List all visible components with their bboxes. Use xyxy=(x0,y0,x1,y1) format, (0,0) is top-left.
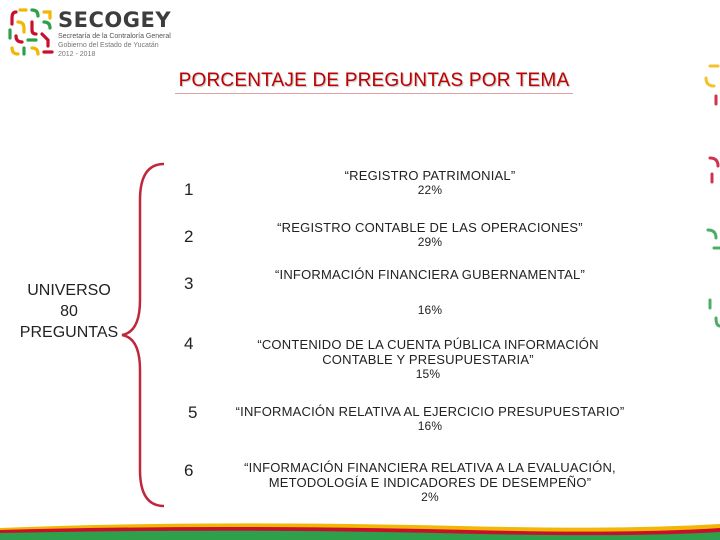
topic-6-percent: 2% xyxy=(421,490,439,504)
universo-label xyxy=(6,280,132,343)
topic-6 xyxy=(215,460,645,505)
universo-line1: UNIVERSO xyxy=(27,282,111,299)
topic-6-label: “INFORMACIÓN FINANCIERA RELATIVA A LA EVALUACIÓN, METODOLOGÍA E INDICADORES DE DESEMPEÑO” xyxy=(244,460,616,490)
topic-5-percent: 16% xyxy=(417,419,443,433)
topic-4-percent: 15% xyxy=(415,367,441,381)
bottom-color-bar xyxy=(0,514,720,540)
universo-line2: 80 xyxy=(60,303,78,320)
universo-line3: PREGUNTAS xyxy=(19,324,119,341)
topic-1-percent: 22% xyxy=(417,183,443,197)
topic-4-label: “CONTENIDO DE LA CUENTA PÚBLICA INFORMACIÓN CONTABLE Y PRESUPUESTARIA” xyxy=(257,337,599,367)
topic-5 xyxy=(205,404,655,434)
item-number-5: 5 xyxy=(188,403,198,422)
topic-4 xyxy=(228,337,628,382)
item-number-6: 6 xyxy=(184,461,194,480)
topic-3-label: “INFORMACIÓN FINANCIERA GUBERNAMENTAL” xyxy=(275,267,585,282)
decorative-pattern-icon xyxy=(680,60,720,350)
brand-line2: Gobierno del Estado de Yucatán xyxy=(58,42,159,49)
topic-2-percent: 29% xyxy=(417,235,443,249)
brand-years: 2012 - 2018 xyxy=(58,51,96,58)
brand-block xyxy=(58,8,171,59)
item-number-1: 1 xyxy=(184,180,194,199)
topic-2 xyxy=(205,220,655,250)
page-title xyxy=(0,70,720,92)
topic-3 xyxy=(205,267,655,282)
topic-1-label: “REGISTRO PATRIMONIAL” xyxy=(344,168,516,183)
topic-3-percent-row xyxy=(205,303,655,318)
brand-subtitle: Secretaría de la Contraloría General xyxy=(58,33,171,40)
topic-5-label: “INFORMACIÓN RELATIVA AL EJERCICIO PRESUPUESTARIO” xyxy=(235,404,625,419)
topic-1 xyxy=(205,168,655,198)
item-number-4: 4 xyxy=(184,334,194,353)
curly-brace-icon xyxy=(118,160,168,510)
item-number-3: 3 xyxy=(184,274,194,293)
topic-2-label: “REGISTRO CONTABLE DE LAS OPERACIONES” xyxy=(277,220,583,235)
topic-3-percent: 16% xyxy=(417,303,443,317)
secogey-logo-icon xyxy=(6,6,56,58)
brand-name: SECOGEY xyxy=(58,8,172,32)
page-title-text: PORCENTAJE DE PREGUNTAS POR TEMA xyxy=(175,70,574,94)
item-number-2: 2 xyxy=(184,227,194,246)
